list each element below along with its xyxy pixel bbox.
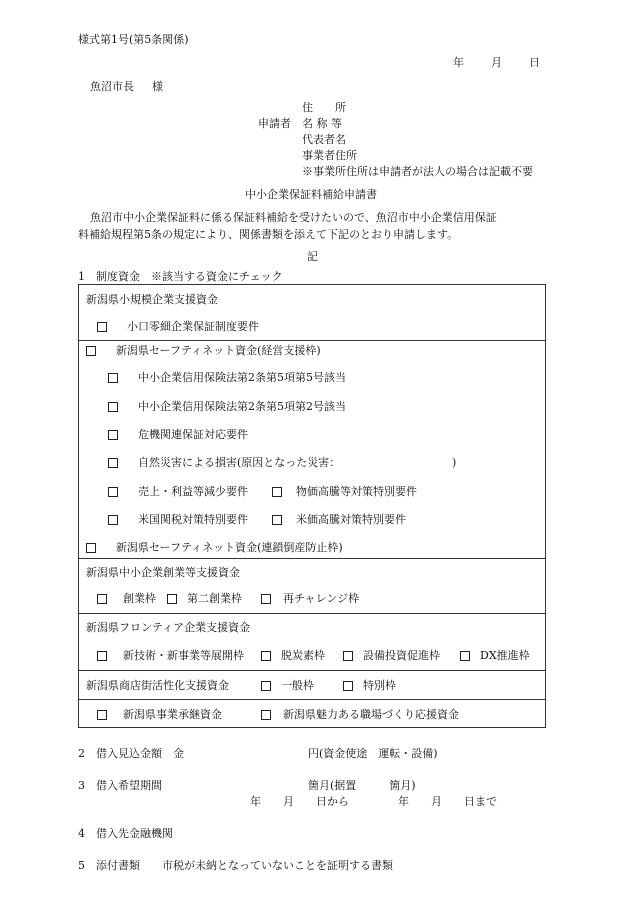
checkbox[interactable] bbox=[460, 651, 470, 661]
checkbox[interactable] bbox=[108, 402, 118, 412]
group-startup-title: 新潟県中小企業創業等支援資金 bbox=[86, 566, 240, 579]
option-rice-price[interactable]: 米価高騰対策特別要件 bbox=[272, 513, 406, 526]
option-price-surge[interactable]: 物価高騰等対策特別要件 bbox=[272, 485, 417, 498]
date-day: 日 bbox=[529, 56, 540, 69]
section5-label: 5 添付書類 市税が未納となっていないことを証明する書類 bbox=[78, 859, 393, 872]
document-title: 中小企業保証料補給申請書 bbox=[245, 188, 377, 201]
option-disaster[interactable]: 自然災害による損害(原因となった災害： bbox=[108, 456, 340, 469]
section3-from: 年 月 日から bbox=[250, 795, 349, 808]
form-number: 様式第1号(第5条関係) bbox=[78, 33, 189, 46]
option-law-5-2[interactable]: 中小企業信用保険法第2条第5項第2号該当 bbox=[108, 400, 346, 413]
section3-to: 年 月 日まで bbox=[398, 795, 497, 808]
option-new-tech[interactable]: 新技術・新事業等展開枠 bbox=[97, 649, 244, 662]
applicant-address: 住 所 bbox=[302, 101, 346, 114]
checkbox[interactable] bbox=[272, 487, 282, 497]
checkbox[interactable] bbox=[97, 322, 107, 332]
applicant-name: 名 称 等 bbox=[302, 117, 342, 130]
intro-text-1: 魚沼市中小企業保証料に係る保証料補給を受けたいので、魚沼市中小企業信用保証 bbox=[90, 211, 497, 224]
divider bbox=[78, 613, 546, 614]
group-shopping-title: 新潟県商店街活性化支援資金 bbox=[86, 679, 229, 692]
option-us-tariff[interactable]: 米国関税対策特別要件 bbox=[108, 513, 248, 526]
addressee: 魚沼市長 様 bbox=[90, 80, 163, 93]
checkbox[interactable] bbox=[97, 710, 107, 720]
divider bbox=[78, 558, 546, 559]
checkbox[interactable] bbox=[86, 543, 96, 553]
group-small-business-title: 新潟県小規模企業支援資金 bbox=[86, 293, 218, 306]
group-frontier-title: 新潟県フロンティア企業支援資金 bbox=[86, 621, 251, 634]
section3-label: 3 借入希望期間 bbox=[78, 779, 162, 792]
checkbox[interactable] bbox=[108, 373, 118, 383]
checkbox[interactable] bbox=[167, 594, 177, 604]
ki-heading: 記 bbox=[307, 250, 318, 263]
option-special[interactable]: 特別枠 bbox=[343, 679, 396, 692]
divider bbox=[78, 670, 546, 671]
intro-text-2: 料補給規程第5条の規定により、関係書類を添えて下記のとおり申請します。 bbox=[78, 228, 459, 241]
option-rechallenge[interactable]: 再チャレンジ枠 bbox=[261, 592, 359, 605]
checkbox[interactable] bbox=[261, 651, 271, 661]
option-succession[interactable]: 新潟県事業承継資金 bbox=[97, 708, 222, 721]
checkbox[interactable] bbox=[108, 458, 118, 468]
option-capex[interactable]: 設備投資促進枠 bbox=[343, 649, 440, 662]
checkbox[interactable] bbox=[108, 430, 118, 440]
checkbox[interactable] bbox=[272, 515, 282, 525]
option-crisis[interactable]: 危機関連保証対応要件 bbox=[108, 428, 248, 441]
group-safety-net-chain[interactable]: 新潟県セーフティネット資金(連鎖倒産防止枠) bbox=[86, 541, 343, 554]
option-attractive-workplace[interactable]: 新潟県魅力ある職場づくり応援資金 bbox=[261, 708, 459, 721]
section4-label: 4 借入先金融機関 bbox=[78, 827, 173, 840]
checkbox[interactable] bbox=[261, 710, 271, 720]
checkbox[interactable] bbox=[86, 346, 96, 356]
checkbox[interactable] bbox=[108, 487, 118, 497]
section3-months: 箇月(据置 箇月) bbox=[308, 779, 416, 792]
section1-heading: 1 制度資金 ※該当する資金にチェック bbox=[78, 270, 283, 283]
option-decarbon[interactable]: 脱炭素枠 bbox=[261, 649, 325, 662]
date-month: 月 bbox=[491, 56, 502, 69]
option-small-guarantee[interactable]: 小口零細企業保証制度要件 bbox=[97, 320, 259, 333]
checkbox[interactable] bbox=[97, 651, 107, 661]
checkbox[interactable] bbox=[261, 681, 271, 691]
checkbox[interactable] bbox=[108, 515, 118, 525]
option-startup[interactable]: 創業枠 bbox=[97, 592, 156, 605]
date-line bbox=[453, 56, 540, 69]
date-year: 年 bbox=[453, 56, 464, 69]
applicant-business-address: 事業者住所 bbox=[302, 149, 357, 162]
group-safety-net-management[interactable]: 新潟県セーフティネット資金(経営支援枠) bbox=[86, 344, 321, 357]
divider bbox=[78, 340, 546, 341]
option-dx[interactable]: DX推進枠 bbox=[460, 649, 530, 662]
section2-yen: 円(資金使途 運転・設備) bbox=[308, 747, 438, 760]
applicant-representative: 代表者名 bbox=[302, 133, 346, 146]
checkbox[interactable] bbox=[343, 681, 353, 691]
checkbox[interactable] bbox=[261, 594, 271, 604]
section2-label: 2 借入見込金額 金 bbox=[78, 747, 184, 760]
option-general[interactable]: 一般枠 bbox=[261, 679, 314, 692]
checkbox[interactable] bbox=[97, 594, 107, 604]
option-law-5-5[interactable]: 中小企業信用保険法第2条第5項第5号該当 bbox=[108, 371, 346, 384]
option-sales-decline[interactable]: 売上・利益等減少要件 bbox=[108, 485, 248, 498]
checkbox[interactable] bbox=[343, 651, 353, 661]
option-second-startup[interactable]: 第二創業枠 bbox=[167, 592, 242, 605]
disaster-close-paren: ) bbox=[452, 456, 457, 469]
applicant-note: ※事業所住所は申請者が法人の場合は記載不要 bbox=[302, 165, 533, 178]
divider bbox=[78, 699, 546, 700]
applicant-label: 申請者 bbox=[258, 117, 291, 130]
